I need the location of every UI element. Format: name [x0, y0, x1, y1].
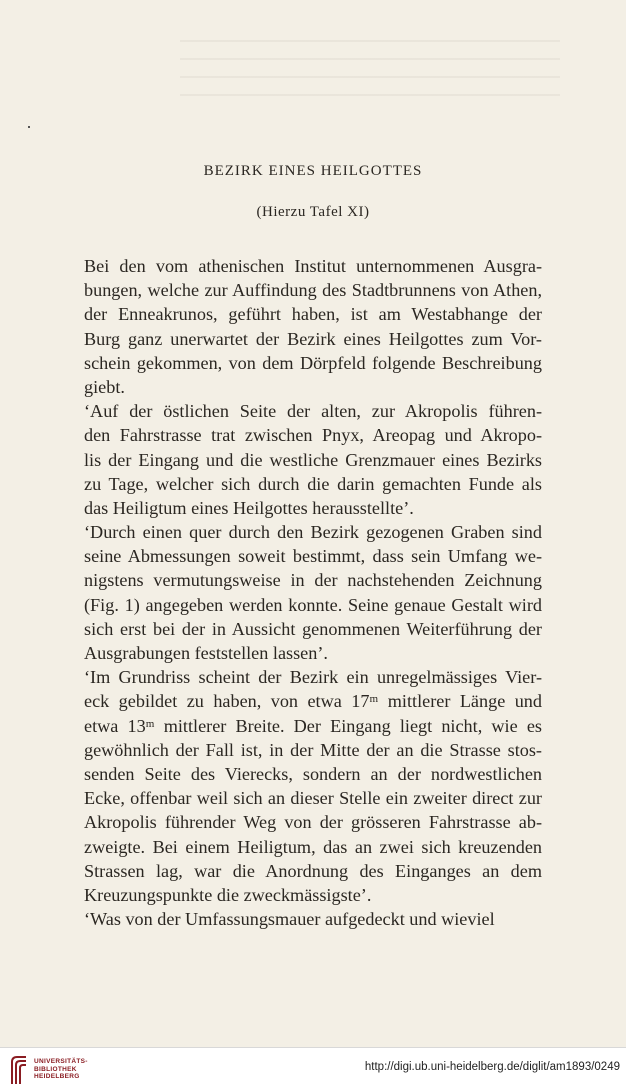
text-line: der Enneakrunos, geführt haben, ist am Westabhange der	[84, 304, 542, 325]
text-line: Ecke, offenbar weil sich an dieser Stelle ein zweiter direct zur	[84, 788, 542, 809]
text-line: ‘Durch einen quer durch den Bezirk gezogenen Graben sind	[84, 522, 542, 543]
footer-bar	[0, 1047, 626, 1092]
text-line: zweigte. Bei einem Heiligtum, das an zwei sich kreuzenden	[84, 836, 542, 857]
text-line: zu Tage, welcher sich durch die darin gemachten Funde als	[84, 473, 542, 494]
body-text	[84, 254, 542, 931]
text-line: Kreuzungspunkte die zweckmässigste’.	[84, 884, 372, 905]
text-line: ‘Was von der Umfassungsmauer aufgedeckt und wieviel	[84, 909, 495, 930]
library-logo-icon	[8, 1054, 30, 1086]
text-line: bungen, welche zur Auffindung des Stadtbrunnens von Athen,	[84, 280, 542, 301]
text-line: seine Abmessungen soweit bestimmt, dass sein Umfang we-	[84, 546, 542, 567]
text-line: (Fig. 1) angegeben werden konnte. Seine genaue Gestalt wird	[84, 594, 542, 615]
logo-line-1: UNIVERSITÄTS-	[34, 1058, 88, 1065]
text-line: das Heiligtum eines Heilgottes herausstellte’.	[84, 497, 414, 518]
text-line: Bei den vom athenischen Institut unternommenen Ausgra-	[84, 256, 542, 276]
chapter-title: BEZIRK EINES HEILGOTTES	[203, 163, 423, 179]
text-line: sich erst bei der in Aussicht genommenen Weiterführung der	[84, 618, 542, 639]
library-logo-text	[34, 1058, 88, 1081]
text-line: eck gebildet zu haben, von etwa 17ᵐ mittlerer Länge und	[84, 691, 542, 712]
text-line: Burg ganz unerwartet der Bezirk eines Heilgottes zum Vor-	[84, 328, 542, 349]
text-line: nigstens vermutungsweise in der nachstehenden Zeichnung	[84, 570, 542, 591]
logo-line-2: BIBLIOTHEK	[34, 1065, 77, 1073]
text-line: schein gekommen, von dem Dörpfeld folgende Beschreibung	[84, 352, 542, 373]
margin-mark	[28, 126, 30, 128]
show-through-bleed	[180, 40, 560, 110]
text-line: Akropolis führender Weg von der grösseren Fahrstrasse ab-	[84, 812, 542, 833]
text-line: etwa 13ᵐ mittlerer Breite. Der Eingang liegt nicht, wie es	[84, 715, 542, 736]
text-line: lis der Eingang und die westliche Grenzmauer eines Bezirks	[84, 449, 542, 470]
text-line: giebt.	[84, 376, 125, 397]
text-line: Ausgrabungen feststellen lassen’.	[84, 643, 328, 663]
text-line: ‘Auf der östlichen Seite der alten, zur Akropolis führen-	[84, 401, 542, 422]
chapter-subtitle: (Hierzu Tafel XI)	[256, 204, 370, 220]
text-line: gewöhnlich der Fall ist, in der Mitte der an die Strasse stos-	[84, 739, 542, 760]
text-line: ‘Im Grundriss scheint der Bezirk ein unregelmässiges Vier-	[84, 667, 542, 688]
text-line: Strassen lag, war die Anordnung des Einganges an dem	[84, 860, 542, 881]
text-line: senden Seite des Vierecks, sondern an der nordwestlichen	[84, 763, 542, 784]
logo-line-3: HEIDELBERG	[34, 1073, 80, 1080]
text-line: den Fahrstrasse trat zwischen Pnyx, Areopag und Akropo-	[84, 425, 542, 446]
source-url-link[interactable]: http://digi.ub.uni-heidelberg.de/diglit/am1893/0249	[364, 1061, 620, 1073]
